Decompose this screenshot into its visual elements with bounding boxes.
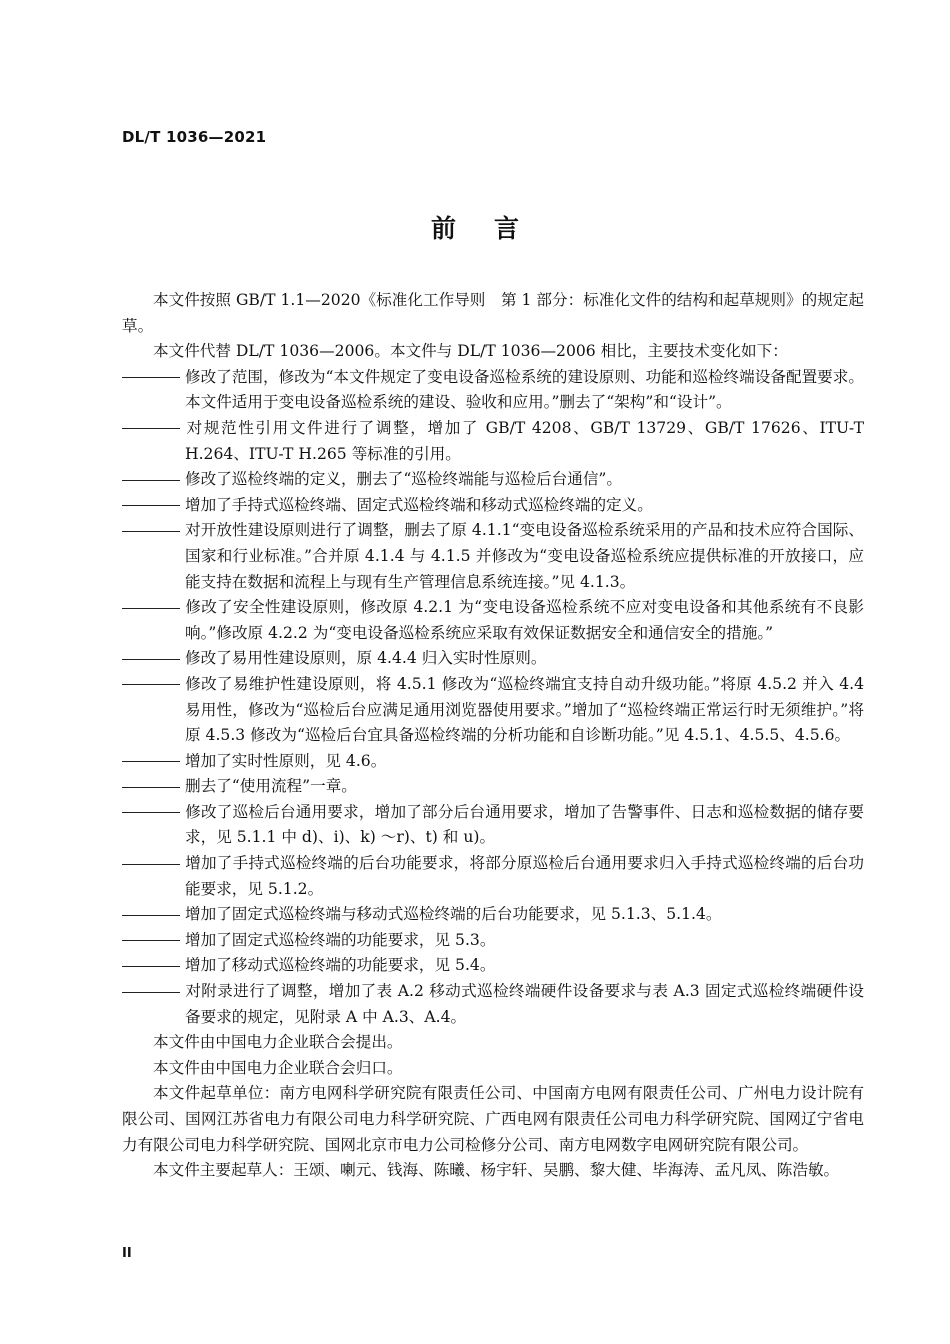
change-item: 删去了“使用流程”一章。	[122, 774, 864, 800]
change-item: 对附录进行了调整，增加了表 A.2 移动式巡检终端硬件设备要求与表 A.3 固定式巡检终端硬件设备要求的规定，见附录 A 中 A.3、A.4。	[122, 979, 864, 1030]
paragraph-managed-by: 本文件由中国电力企业联合会归口。	[153, 1058, 403, 1077]
dash-mark	[122, 902, 185, 928]
dash-mark	[122, 953, 185, 979]
change-item: 增加了固定式巡检终端的功能要求，见 5.3。	[122, 928, 864, 954]
foreword-body	[122, 288, 864, 1184]
dash-mark	[122, 595, 185, 621]
change-item: 修改了易用性建设原则，原 4.4.4 归入实时性原则。	[122, 646, 864, 672]
change-item: 增加了手持式巡检终端的后台功能要求，将部分原巡检后台通用要求归入手持式巡检终端的后台功能要求，见 5.1.2。	[122, 851, 864, 902]
paragraph-proposed-by: 本文件由中国电力企业联合会提出。	[153, 1033, 403, 1052]
dash-mark	[122, 672, 185, 698]
page-title: 前言	[430, 214, 557, 243]
dash-mark	[122, 365, 185, 391]
change-item: 增加了移动式巡检终端的功能要求，见 5.4。	[122, 953, 864, 979]
dash-mark	[122, 467, 185, 493]
page-number: II	[122, 1246, 132, 1261]
change-item: 修改了巡检终端的定义，删去了“巡检终端能与巡检后台通信”。	[122, 467, 864, 493]
change-item: 增加了手持式巡检终端、固定式巡检终端和移动式巡检终端的定义。	[122, 493, 864, 519]
paragraph-drafting-units: 本文件起草单位：南方电网科学研究院有限责任公司、中国南方电网有限责任公司、广州电力设计院有限公司、国网江苏省电力有限公司电力科学研究院、广西电网有限责任公司电力科学研究院、国网辽宁省电力有限公司电力科学研究院、国网北京市电力公司检修分公司、南方电网数字电网研究院有限公司。	[122, 1084, 864, 1154]
dash-mark	[122, 646, 185, 672]
dash-mark	[122, 851, 185, 877]
change-item: 对开放性建设原则进行了调整，删去了原 4.1.1“变电设备巡检系统采用的产品和技术应符合国际、国家和行业标准。”合并原 4.1.4 与 4.1.5 并修改为“变电设备巡检系统应提供标准的开放接口，应能支持在数据和流程上与现有生产管理信息系统连接。”见 4.1.3。	[122, 518, 864, 595]
change-item: 修改了易维护性建设原则，将 4.5.1 修改为“巡检终端宜支持自动升级功能。”将原 4.5.2 并入 4.4 易用性，修改为“巡检后台应满足通用浏览器使用要求。”增加了“巡检终端正常运行时无须维护。”将原 4.5.3 修改为“巡检后台宜具备巡检终端的分析功能和自诊断功能。”见 4.5.1、4.5.5、4.5.6。	[122, 672, 864, 749]
dash-mark	[122, 800, 185, 826]
document-code: DL/T 1036—2021	[122, 128, 267, 146]
change-item: 增加了固定式巡检终端与移动式巡检终端的后台功能要求，见 5.1.3、5.1.4。	[122, 902, 864, 928]
change-item: 修改了范围，修改为“本文件规定了变电设备巡检系统的建设原则、功能和巡检终端设备配置要求。本文件适用于变电设备巡检系统的建设、验收和应用。”删去了“架构”和“设计”。	[122, 365, 864, 416]
dash-mark	[122, 979, 185, 1005]
dash-mark	[122, 928, 185, 954]
change-item: 增加了实时性原则，见 4.6。	[122, 749, 864, 775]
dash-mark	[122, 774, 185, 800]
dash-mark	[122, 493, 185, 519]
change-item: 修改了安全性建设原则，修改原 4.2.1 为“变电设备巡检系统不应对变电设备和其他系统有不良影响。”修改原 4.2.2 为“变电设备巡检系统应采取有效保证数据安全和通信安全的措施。”	[122, 595, 864, 646]
change-item: 修改了巡检后台通用要求，增加了部分后台通用要求，增加了告警事件、日志和巡检数据的储存要求，见 5.1.1 中 d)、i)、k) ～r)、t) 和 u)。	[122, 800, 864, 851]
dash-mark	[122, 749, 185, 775]
dash-mark	[122, 416, 185, 442]
paragraph-drafting-rules: 本文件按照 GB/T 1.1—2020《标准化工作导则 第 1 部分：标准化文件的结构和起草规则》的规定起草。	[122, 291, 864, 335]
paragraph-drafters: 本文件主要起草人：王颂、喇元、钱海、陈曦、杨宇轩、吴鹏、黎大健、毕海涛、孟凡凤、陈浩敏。	[153, 1161, 840, 1180]
paragraph-replaces: 本文件代替 DL/T 1036—2006。本文件与 DL/T 1036—2006 相比，主要技术变化如下：	[153, 342, 788, 361]
dash-mark	[122, 518, 185, 544]
change-item: 对规范性引用文件进行了调整，增加了 GB/T 4208、GB/T 13729、GB/T 17626、ITU-T H.264、ITU-T H.265 等标准的引用。	[122, 416, 864, 467]
